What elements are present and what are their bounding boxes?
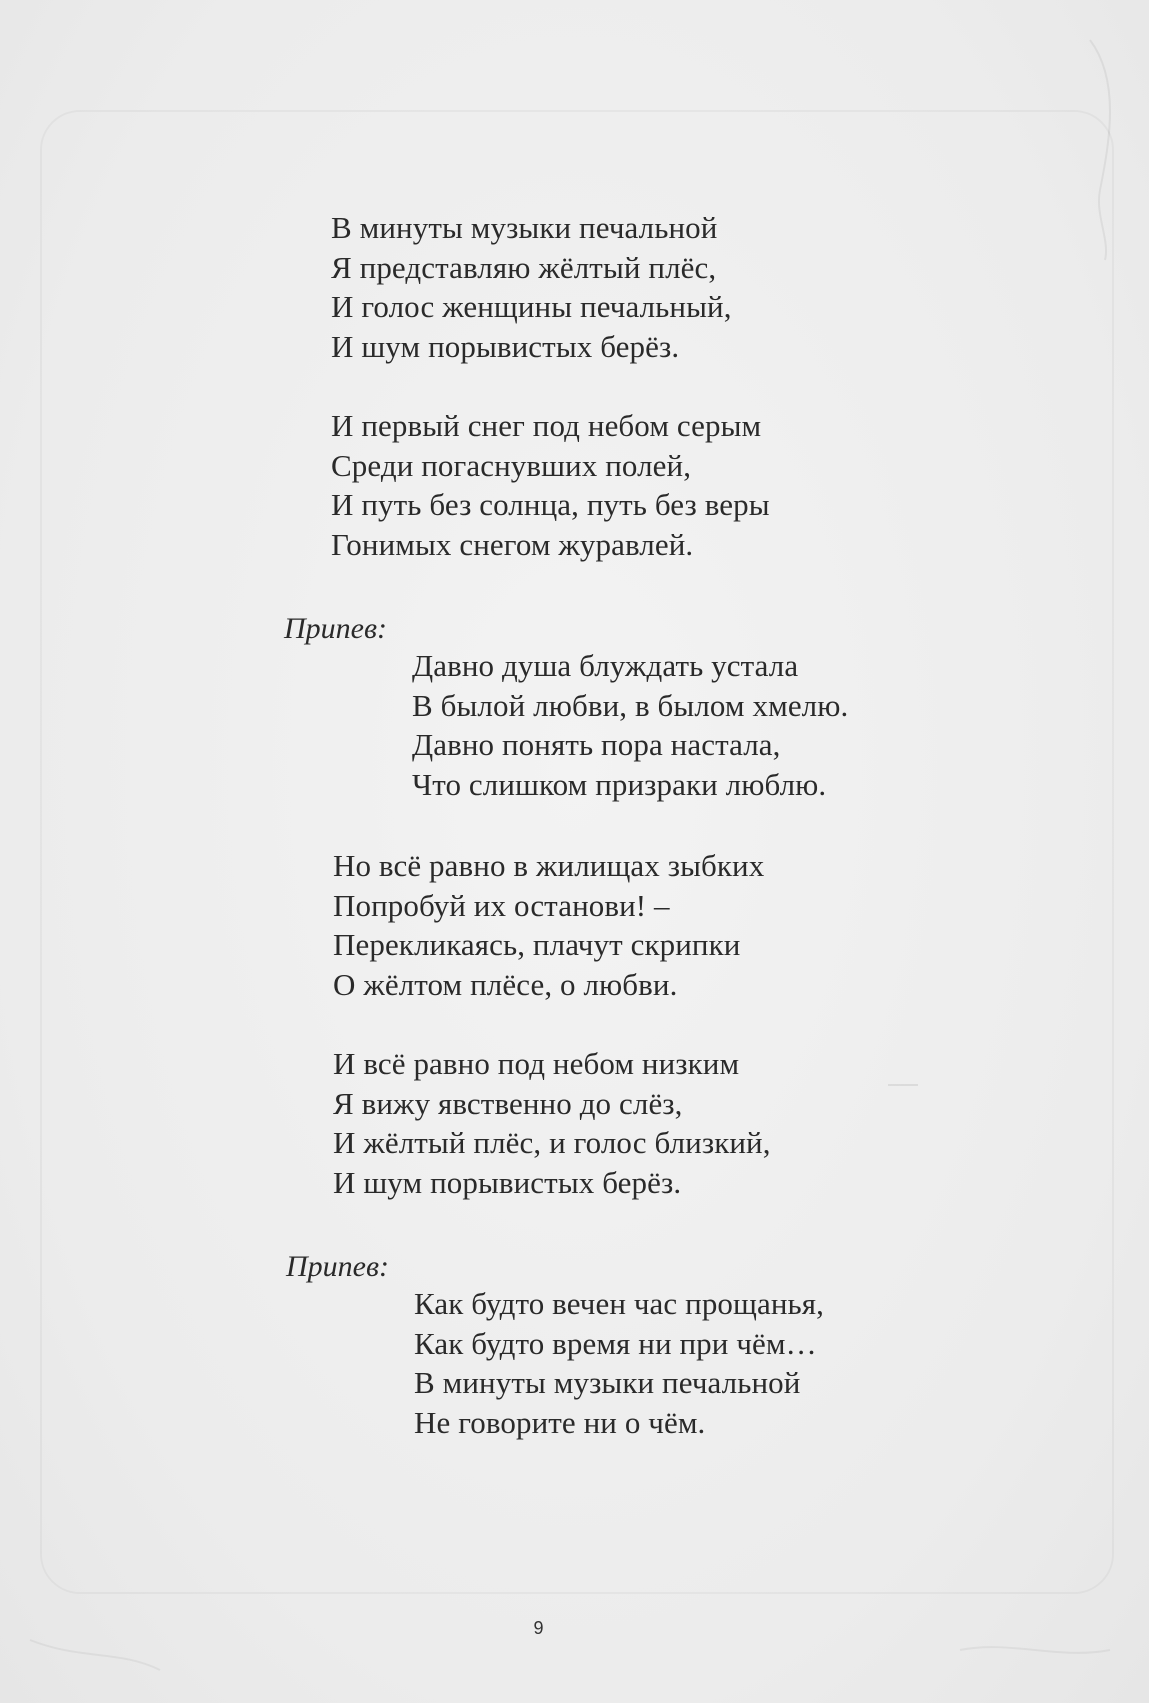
verse-line: И всё равно под небом низким xyxy=(333,1046,740,1081)
refrain-1 xyxy=(412,646,848,804)
verse-2 xyxy=(331,406,770,564)
refrain-line: Не говорите ни о чём. xyxy=(414,1404,706,1440)
verse-line: И путь без солнца, путь без веры xyxy=(331,487,770,522)
verse-line: Но всё равно в жилищах зыбких xyxy=(333,848,765,883)
verse-line: И голос женщины печальный, xyxy=(331,289,732,324)
refrain-line: В минуты музыки печальной xyxy=(414,1365,801,1400)
verse-line: Среди погаснувших полей, xyxy=(331,447,692,483)
verse-3 xyxy=(333,846,764,1004)
verse-line: О жёлтом плёсе, о любви. xyxy=(333,966,678,1002)
refrain-2 xyxy=(414,1284,824,1442)
verse-1 xyxy=(331,208,732,366)
refrain-line: Как будто время ни при чём… xyxy=(414,1325,817,1361)
verse-line: И жёлтый плёс, и голос близкий, xyxy=(333,1125,771,1160)
verse-line: Я представляю жёлтый плёс, xyxy=(331,249,717,285)
verse-line: В минуты музыки печальной xyxy=(331,210,718,245)
verse-line: Перекликаясь, плачут скрипки xyxy=(333,927,741,962)
verse-line: И шум порывистых берёз. xyxy=(331,328,680,364)
verse-line: Я вижу явственно до слёз, xyxy=(333,1085,683,1121)
verse-line: Гонимых снегом журавлей. xyxy=(331,526,694,562)
verse-line: И первый снег под небом серым xyxy=(331,408,762,443)
refrain-line: Давно душа блуждать устала xyxy=(412,648,799,683)
verse-4 xyxy=(333,1044,771,1202)
verse-line: И шум порывистых берёз. xyxy=(333,1164,682,1200)
verse-line: Попробуй их останови! – xyxy=(333,887,670,923)
refrain-line: Как будто вечен час прощанья, xyxy=(414,1286,824,1321)
refrain-label: Припев: xyxy=(286,1250,389,1283)
page-number: 9 xyxy=(533,1618,544,1638)
refrain-label: Припев: xyxy=(284,612,387,645)
refrain-line: В былой любви, в былом хмелю. xyxy=(412,687,849,723)
refrain-line: Что слишком призраки люблю. xyxy=(412,766,827,802)
refrain-line: Давно понять пора настала, xyxy=(412,727,781,762)
